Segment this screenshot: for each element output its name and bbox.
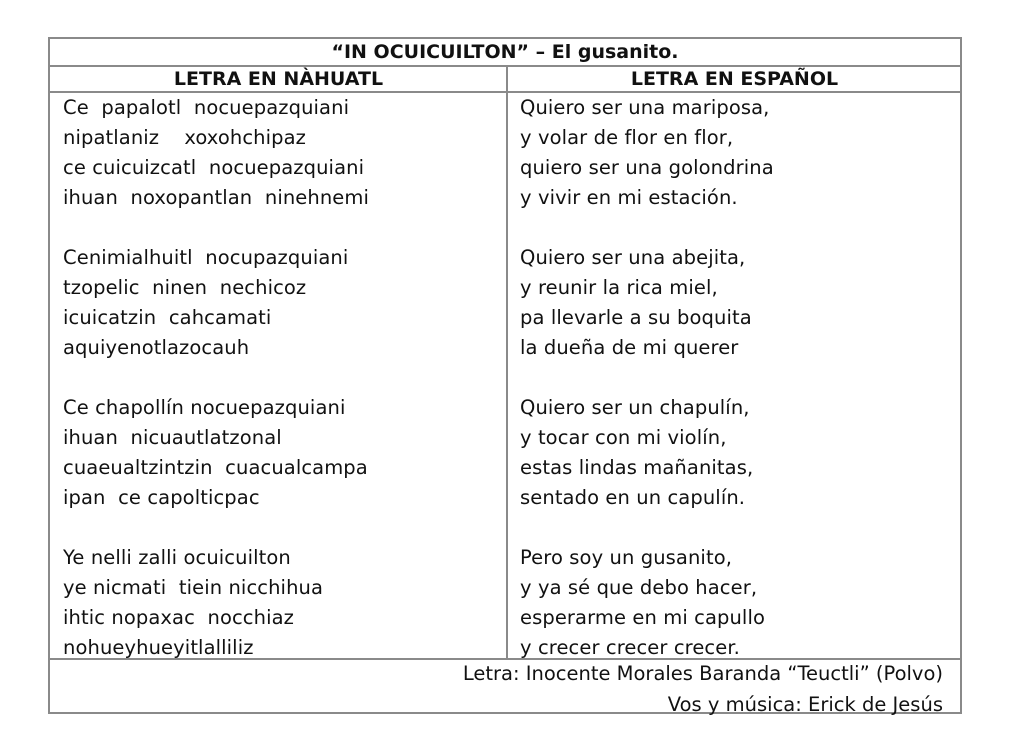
lyric-line: pa llevarle a su boquita bbox=[520, 306, 752, 329]
espanol-stanza bbox=[520, 243, 950, 363]
lyric-line: y crecer crecer crecer. bbox=[520, 636, 740, 659]
lyric-line: Quiero ser una abejita, bbox=[520, 246, 746, 269]
column-header-row bbox=[50, 66, 960, 93]
lyric-line: ihuan noxopantlan ninehnemi bbox=[63, 186, 370, 209]
lyric-line: y volar de flor en flor, bbox=[520, 126, 734, 149]
lyric-line: aquiyenotlazocauh bbox=[63, 336, 250, 359]
lyric-line: ihtic nopaxac nocchiaz bbox=[63, 606, 294, 629]
nahuatl-stanza bbox=[63, 543, 503, 663]
lyric-line: nipatlaniz xoxohchipaz bbox=[63, 126, 306, 149]
lyric-line: ce cuicuizcatl nocuepazquiani bbox=[63, 156, 365, 179]
lyric-line: Cenimialhuitl nocupazquiani bbox=[63, 246, 349, 269]
lyric-line: estas lindas mañanitas, bbox=[520, 456, 754, 479]
nahuatl-stanza bbox=[63, 393, 503, 513]
lyric-line: la dueña de mi querer bbox=[520, 336, 739, 359]
lyric-line: y tocar con mi violín, bbox=[520, 426, 727, 449]
espanol-stanza bbox=[520, 393, 950, 513]
lyric-line: ipan ce capolticpac bbox=[63, 486, 260, 509]
lyric-line: quiero ser una golondrina bbox=[520, 156, 774, 179]
credits-row bbox=[50, 658, 960, 714]
lyric-line: y reunir la rica miel, bbox=[520, 276, 718, 299]
lyrics-credit: Letra: Inocente Morales Baranda “Teuctli” (Polvo) bbox=[462, 662, 943, 685]
lyric-line: tzopelic ninen nechicoz bbox=[63, 276, 307, 299]
lyric-line: nohueyhueyitlalliliz bbox=[63, 636, 254, 659]
lyric-line: icuicatzin cahcamati bbox=[63, 306, 272, 329]
lyric-line: Pero soy un gusanito, bbox=[520, 546, 733, 569]
espanol-stanza bbox=[520, 93, 950, 213]
lyric-line: Ce papalotl nocuepazquiani bbox=[63, 96, 350, 119]
espanol-stanza bbox=[520, 543, 950, 663]
lyric-line: cuaeualtzintzin cuacualcampa bbox=[63, 456, 368, 479]
nahuatl-stanza bbox=[63, 243, 503, 363]
header-espanol: LETRA EN ESPAÑOL bbox=[630, 68, 839, 90]
lyrics-table bbox=[48, 37, 962, 714]
column-divider bbox=[506, 66, 508, 658]
song-title: “IN OCUICUILTON” – El gusanito. bbox=[50, 39, 960, 67]
lyric-line: esperarme en mi capullo bbox=[520, 606, 766, 629]
music-credit: Vos y música: Erick de Jesús bbox=[667, 693, 943, 716]
header-nahuatl: LETRA EN NÀHUATL bbox=[173, 68, 384, 90]
lyric-line: Ye nelli zalli ocuicuilton bbox=[63, 546, 291, 569]
lyric-line: Quiero ser un chapulín, bbox=[520, 396, 750, 419]
espanol-lyrics bbox=[520, 93, 950, 693]
nahuatl-lyrics bbox=[63, 93, 503, 693]
lyric-line: ihuan nicuautlatzonal bbox=[63, 426, 282, 449]
nahuatl-stanza bbox=[63, 93, 503, 213]
lyric-line: Quiero ser una mariposa, bbox=[520, 96, 770, 119]
lyric-line: ye nicmati tiein nicchihua bbox=[63, 576, 324, 599]
lyric-line: y ya sé que debo hacer, bbox=[520, 576, 758, 599]
lyric-line: Ce chapollín nocuepazquiani bbox=[63, 396, 346, 419]
lyric-line: y vivir en mi estación. bbox=[520, 186, 738, 209]
lyric-line: sentado en un capulín. bbox=[520, 486, 746, 509]
